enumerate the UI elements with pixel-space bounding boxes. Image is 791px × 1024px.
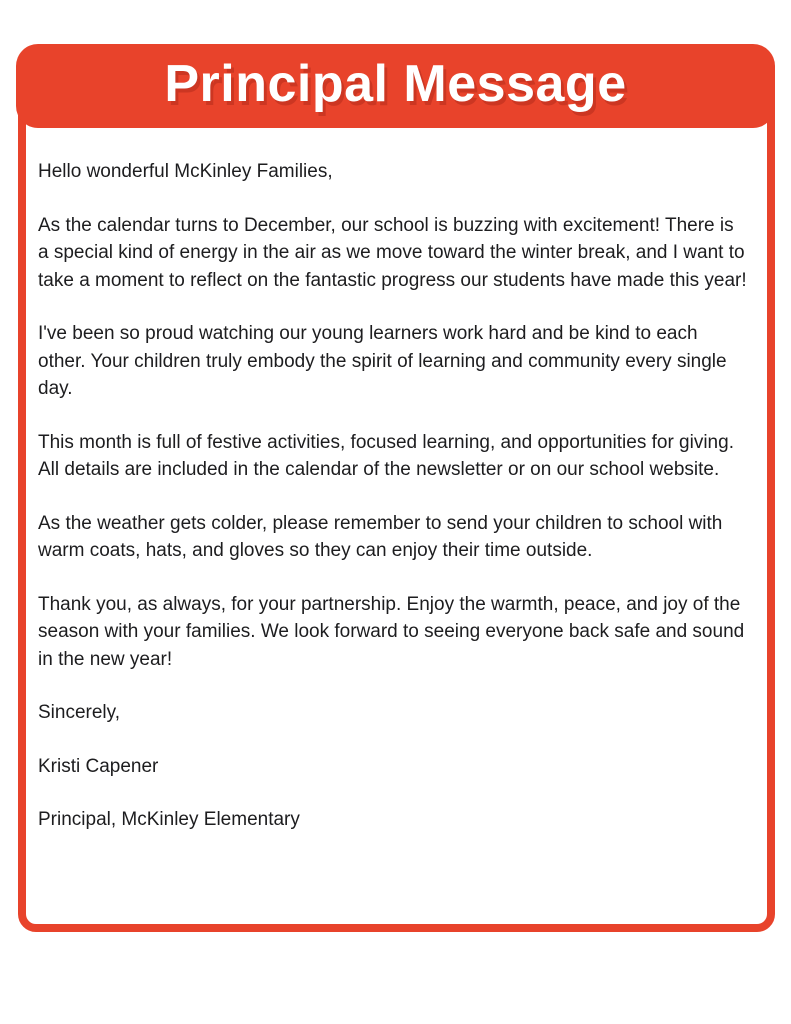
header-banner [16, 44, 775, 128]
letter-paragraph: Thank you, as always, for your partnership. Enjoy the warmth, peace, and joy of the season with your families. We look forward to seeing everyone back safe and sound in the new year! [38, 593, 745, 670]
letter-paragraph: As the calendar turns to December, our school is buzzing with excitement! There is a special kind of energy in the air as we move toward the winter break, and I want to take a moment to reflect on the fantastic progress our students have made this year! [38, 214, 747, 291]
letter-body [38, 158, 749, 860]
letter-card [18, 86, 775, 932]
letter-paragraph: As the weather gets colder, please remember to send your children to school with warm coats, hats, and gloves so they can enjoy their time outside. [38, 512, 723, 561]
letter-closing: Sincerely, [38, 702, 121, 723]
letter-greeting: Hello wonderful McKinley Families, [38, 161, 333, 182]
signature-title: Principal, McKinley Elementary [38, 809, 300, 830]
signature-name: Kristi Capener [38, 755, 159, 777]
page-title: Principal Message [164, 55, 627, 113]
letter-paragraph: This month is full of festive activities, focused learning, and opportunities for giving. All details are included in the calendar of the newsletter or on our school website. [38, 431, 734, 480]
letter-paragraph: I've been so proud watching our young learners work hard and be kind to each other. Your children truly embody the spirit of learning and community every single day. [38, 323, 727, 399]
